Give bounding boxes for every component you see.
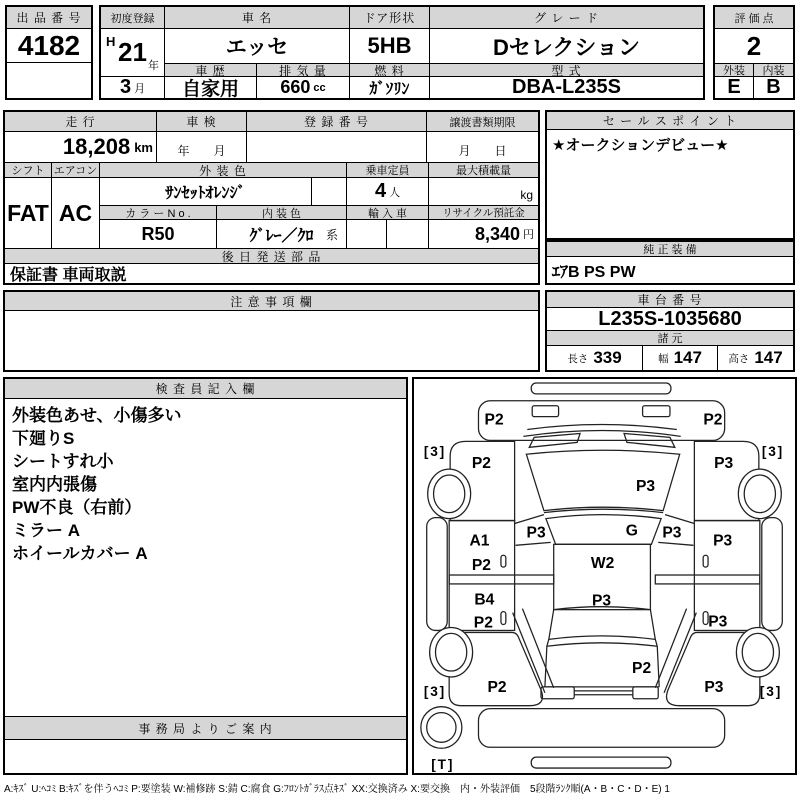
inspection-note: 室内内張傷 [12,475,97,494]
first-registration-label: 初度登録 [101,7,165,29]
mileage-label: 走 行 [5,112,157,132]
door-shape-value: 5HB [350,29,430,64]
damage-code-P2: P2 [487,678,507,696]
later-shipment-label: 後 日 発 送 部 品 [5,249,538,264]
capacity-unit: 人 [389,186,401,199]
model-code-value: DBA-L235S [512,77,621,98]
lot-number-box [5,5,93,100]
displacement-value [257,77,350,98]
chassis-number-value: L235S-1035680 [547,308,793,331]
car-name-value: エッセ [165,29,350,64]
inspection-notes [5,399,406,716]
history-value: 自家用 [165,77,257,98]
left-sill [427,518,448,631]
damage-code-P3: P3 [704,678,724,696]
car-name-label: 車 名 [165,7,350,29]
score-label: 評 価 点 [715,7,793,29]
damage-code-P2: P2 [703,411,723,429]
rear-bumper-strip [531,757,671,768]
color-no-label: カ ラ ー N o . [100,206,217,220]
damage-code-A1: A1 [469,532,490,550]
interior-grade-label: 内装 [754,64,793,77]
fuel-value: ｶﾞｿﾘﾝ [350,77,430,98]
dim-width [643,346,718,370]
fuel-label: 燃 料 [350,64,430,77]
damage-code-T: [ T ] [431,756,452,773]
damage-code-P3: P3 [662,524,682,542]
left-c-pillar [513,609,554,693]
windshield [546,515,661,545]
recycle-deposit-unit: 円 [523,229,534,241]
damage-code-P3: P3 [592,592,612,610]
damage-code-legend: A:ｷｽﾞ U:ﾍｺﾐ B:ｷｽﾞを伴うﾍｺﾐ P:要塗装 W:補修跡 S:錆 C:腐食 G:ﾌﾛﾝﾄｶﾞﾗｽ点ｷｽﾞ XX:交換済み X:要交換 内・外装評価 5段階ﾗﾝｸ順(A・B・C・D・E) 1 [4,784,670,795]
inspection-note: ミラー A [12,521,80,540]
payload-label: 最大積載量 [429,163,538,178]
interior-color-label: 内 装 色 [217,206,347,220]
grade-label: グ レ ー ド [430,7,703,29]
right-front-door-handle [703,555,708,567]
year-unit: 年 [148,60,159,72]
sales-point-box [545,110,795,240]
caution-box [3,290,540,372]
shift-value: FAT [5,178,52,249]
score-box [713,5,795,100]
damage-code-P2: P2 [471,556,491,575]
era-mark: H [106,34,116,49]
right-sill [762,518,783,631]
first-registration-year [101,29,165,77]
equipment-value: ｴｱB PS PW [552,263,636,281]
spec-box [3,110,540,285]
car-damage-diagram [414,379,795,773]
shaken-label: 車 検 [157,112,247,132]
damage-code-P3: P3 [713,532,733,550]
transfer-docs-label: 譲渡書類期限 [427,112,538,132]
dim-width-label: 幅 [658,352,669,365]
damage-code-P3: P3 [708,613,728,631]
lot-number-value: 4182 [7,29,91,63]
inspection-box [3,377,408,775]
registration-month: 3 [119,77,132,98]
equipment-box [545,240,795,285]
rear-bumper [478,709,724,748]
left-front-door-handle [501,555,506,567]
damage-diagram-box [412,377,797,775]
exterior-grade-value: E [715,77,754,98]
damage-code-labels [424,411,782,772]
damage-code-3: [ 3 ] [759,683,780,699]
left-rear-door-handle [501,612,506,625]
inspection-label: 検 査 員 記 入 欄 [5,379,406,399]
damage-code-G: G [625,522,638,540]
damage-code-P2: P2 [473,614,493,632]
shift-label: シフト [5,163,52,178]
grade-value: Dセレクション [430,29,703,64]
dim-length [547,346,643,370]
inspection-note: シートすれ小 [12,452,114,471]
damage-code-B4: B4 [474,591,495,609]
exterior-color-label: 外 装 色 [100,163,347,178]
displacement-number: 660 [280,77,311,97]
dim-height-value: 147 [754,348,783,367]
sales-point-label: セ ー ル ス ポ イ ン ト [547,112,793,130]
damage-code-P2: P2 [471,455,491,473]
equipment-label: 純 正 装 備 [547,242,793,257]
inspection-note: ホイールカバー A [12,544,148,563]
shaken-value: 年 月 [157,132,247,163]
mileage-number: 18,208 [62,134,131,159]
door-shape-label: ドア形状 [350,7,430,29]
front-bumper [478,401,724,441]
capacity-number: 4 [374,180,387,202]
front-bumper-strip [531,383,671,394]
interior-color-suffix: 系 [325,228,338,242]
sales-point-value: ★オークションデビュー★ [552,137,729,154]
registration-number-label: 登 録 番 号 [247,112,427,132]
damage-code-P3: P3 [526,524,546,542]
inspection-note: PW不良（右前） [12,498,142,517]
lot-number-empty [7,63,91,98]
damage-code-P2: P2 [484,411,504,429]
color-no-value: R50 [100,220,217,249]
import-value-cell-1 [347,220,387,249]
inspection-note: 外装色あせ、小傷多い [12,406,182,425]
recycle-deposit-value [429,220,538,249]
dim-height-label: 高さ [728,352,750,365]
model-code-label: 型 式 [430,64,703,77]
import-value-cell-2 [387,220,429,249]
dim-height [718,346,793,370]
interior-color-value [217,220,347,249]
vehicle-header-box [99,5,705,100]
spec-dims-label: 諸 元 [547,331,793,346]
dim-length-label: 長さ [567,352,589,365]
right-tail-lamp [633,687,658,699]
office-notice-label: 事 務 局 よ り ご 案 内 [5,716,406,740]
exterior-color-value: ｻﾝｾｯﾄｵﾚﾝｼﾞ [100,178,312,206]
dim-length-value: 339 [593,348,622,367]
capacity-label: 乗車定員 [347,163,429,178]
exterior-color-extra-cell [312,178,347,206]
left-tail-lamp [541,687,574,699]
damage-code-W2: W2 [590,554,615,573]
damage-code-P2: P2 [632,659,652,678]
history-label: 車 歴 [165,64,257,77]
right-c-pillar [655,609,696,693]
caution-label: 注 意 事 項 欄 [5,292,538,311]
aircon-value: AC [52,178,100,249]
rear-glass [549,607,655,640]
first-registration-month [101,77,165,98]
payload-value: kg [429,178,538,206]
registration-number-value [247,132,427,163]
transfer-docs-value: 月 日 [427,132,538,163]
import-label: 輸 入 車 [347,206,429,220]
damage-code-3: [ 3 ] [761,444,782,460]
recycle-deposit-number: 8,340 [474,223,520,244]
damage-code-P3: P3 [635,477,656,495]
caution-body [5,311,538,370]
month-unit: 月 [134,82,146,95]
exterior-grade-label: 外装 [715,64,754,77]
chassis-number-label: 車 台 番 号 [547,292,793,308]
dim-width-value: 147 [673,348,702,367]
score-value: 2 [715,29,793,64]
registration-year: 21 [118,37,147,67]
displacement-unit: cc [313,81,326,94]
office-notice-body [5,740,406,773]
chassis-box [545,290,795,372]
inspection-note: 下廻りS [12,429,75,448]
recycle-deposit-label: リサイクル預託金 [429,206,538,220]
damage-code-3: [ 3 ] [423,444,444,460]
damage-code-P3: P3 [714,455,734,473]
aircon-label: エアコン [52,163,100,178]
later-shipment-value: 保証書 車両取説 [10,267,127,283]
lot-number-label: 出 品 番 号 [7,7,91,29]
interior-grade-value: B [766,77,781,98]
capacity-value [347,178,429,206]
interior-color-text: ｸﾞﾚｰ／ｸﾛ [249,227,314,245]
mileage-unit: km [134,139,153,155]
hood [526,450,679,510]
displacement-label: 排 気 量 [257,64,350,77]
damage-code-3: [ 3 ] [423,683,444,699]
mileage-value [5,132,157,163]
